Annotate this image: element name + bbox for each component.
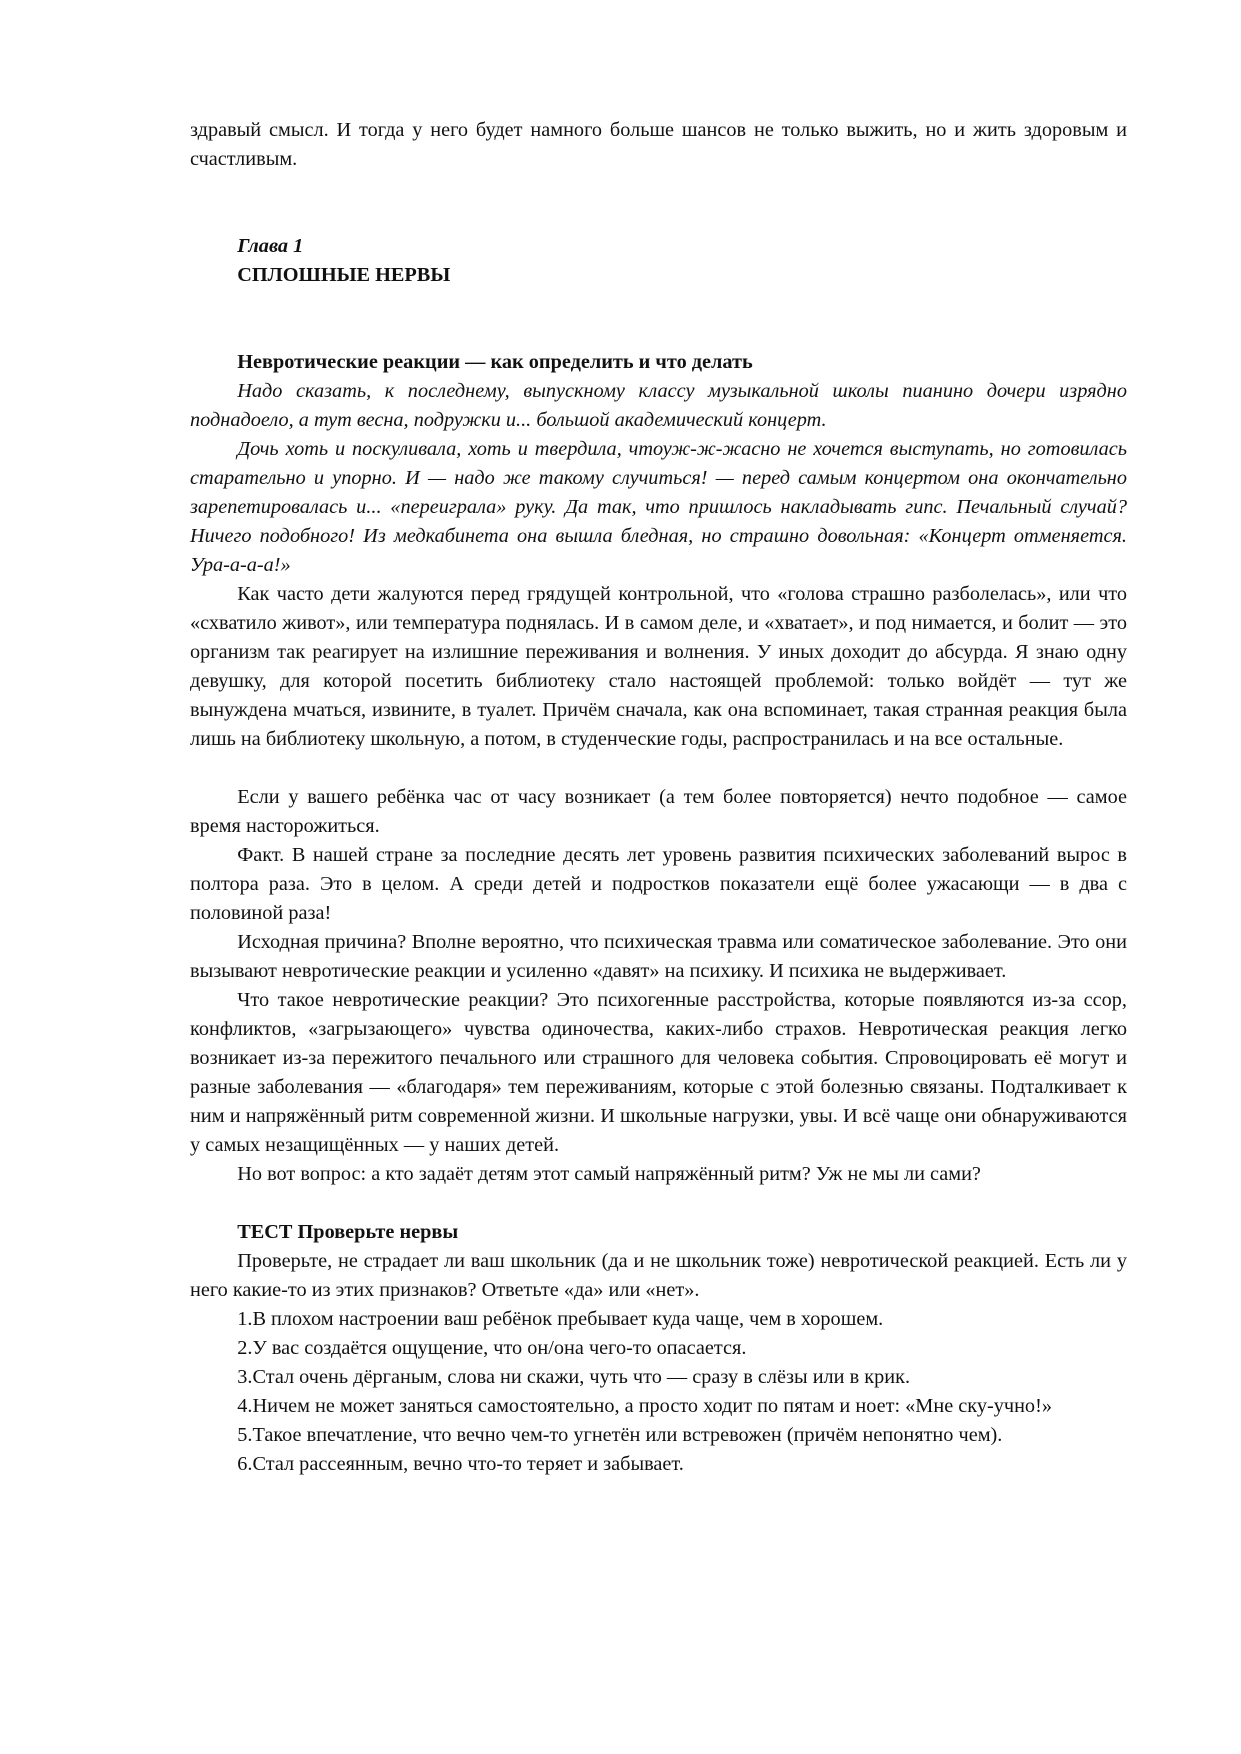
test-item: 4.Ничем не может заняться самостоятельно, а просто ходит по пятам и ноет: «Мне ску-учно!» [237, 1395, 1052, 1417]
test-item: 6.Стал рассеянным, вечно что-то теряет и забывает. [237, 1453, 684, 1475]
test-item: 3.Стал очень дёрганым, слова ни скажи, чуть что — сразу в слёзы или в крик. [237, 1366, 911, 1388]
chapter-title: СПЛОШНЫЕ НЕРВЫ [237, 264, 451, 286]
italic-paragraph: Надо сказать, к последнему, выпускному классу музыкальной школы пианино дочери изрядно поднадоело, а тут весна, подружки и... большой академический концерт. [190, 380, 1127, 431]
spacer [190, 174, 1127, 232]
test-item: 1.В плохом настроении ваш ребёнок пребывает куда чаще, чем в хорошем. [237, 1308, 884, 1330]
test-heading: ТЕСТ Проверьте нервы [237, 1221, 459, 1243]
test-intro: Проверьте, не страдает ли ваш школьник (да и не школьник тоже) невротической реакцией. Есть ли у него какие-то из этих признаков? Ответьте «да» или «нет». [190, 1250, 1127, 1301]
spacer [190, 754, 1127, 783]
body-paragraph: Факт. В нашей стране за последние десять лет уровень развития психических заболеваний вырос в полтора раза. Это в целом. А среди детей и подростков показатели ещё более ужасающи — в два с половиной раза! [190, 844, 1127, 924]
intro-continuation: здравый смысл. И тогда у него будет намного больше шансов не только выжить, но и жить здоровым и счастливым. [190, 119, 1127, 170]
test-item: 5.Такое впечатление, что вечно чем-то угнетён или встревожен (причём непонятно чем). [237, 1424, 1003, 1446]
document-page [190, 116, 1127, 1479]
chapter-label: Глава 1 [237, 235, 304, 257]
section-heading: Невротические реакции — как определить и что делать [237, 351, 753, 373]
body-paragraph: Как часто дети жалуются перед грядущей контрольной, что «голова страшно разболелась», или что «схватило живот», или температура поднялась. И в самом деле, и «хватает», и под нимается, и болит — это организм так реагирует на излишние переживания и волнения. У иных доходит до абсурда. Я знаю одну девушку, для которой посетить библиотеку стало настоящей проблемой: только войдёт — тут же вынуждена мчаться, извините, в туалет. Причём сначала, как она вспоминает, такая странная реакция была лишь на библиотеку школьную, а потом, в студенческие годы, распространилась и на все остальные. [190, 583, 1127, 750]
body-paragraph: Но вот вопрос: а кто задаёт детям этот самый напряжённый ритм? Уж не мы ли сами? [237, 1163, 981, 1185]
test-item: 2.У вас создаётся ощущение, что он/она чего-то опасается. [237, 1337, 747, 1359]
spacer [190, 1189, 1127, 1218]
italic-paragraph: Дочь хоть и поскуливала, хоть и твердила, чтоуж-ж-жасно не хочется выступать, но готовилась старательно и упорно. И — надо же такому случиться! — перед самым концертом она окончательно зарепетировалась и... «переиграла» руку. Да так, что пришлось накладывать гипс. Печальный случай? Ничего подобного! Из медкабинета она вышла бледная, но страшно довольная: «Концерт отменяется. Ура-а-а-а!» [190, 438, 1127, 576]
body-paragraph: Что такое невротические реакции? Это психогенные расстройства, которые появляются из-за ссор, конфликтов, «загрызающего» чувства одиночества, каких-либо страхов. Невротическая реакция легко возникает из-за пережитого печального или страшного для человека события. Спровоцировать её могут и разные заболевания — «благодаря» тем переживаниям, которые с этой болезнью связаны. Подталкивает к ним и напряжённый ритм современной жизни. И школьные нагрузки, увы. И всё чаще они обнаруживаются у самых незащищённых — у наших детей. [190, 989, 1127, 1156]
body-paragraph: Исходная причина? Вполне вероятно, что психическая травма или соматическое заболевание. Это они вызывают невротические реакции и усиленно «давят» на психику. И психика не выдерживает. [190, 931, 1127, 982]
body-paragraph: Если у вашего ребёнка час от часу возникает (а тем более повторяется) нечто подобное — самое время насторожиться. [190, 786, 1127, 837]
spacer [190, 290, 1127, 348]
